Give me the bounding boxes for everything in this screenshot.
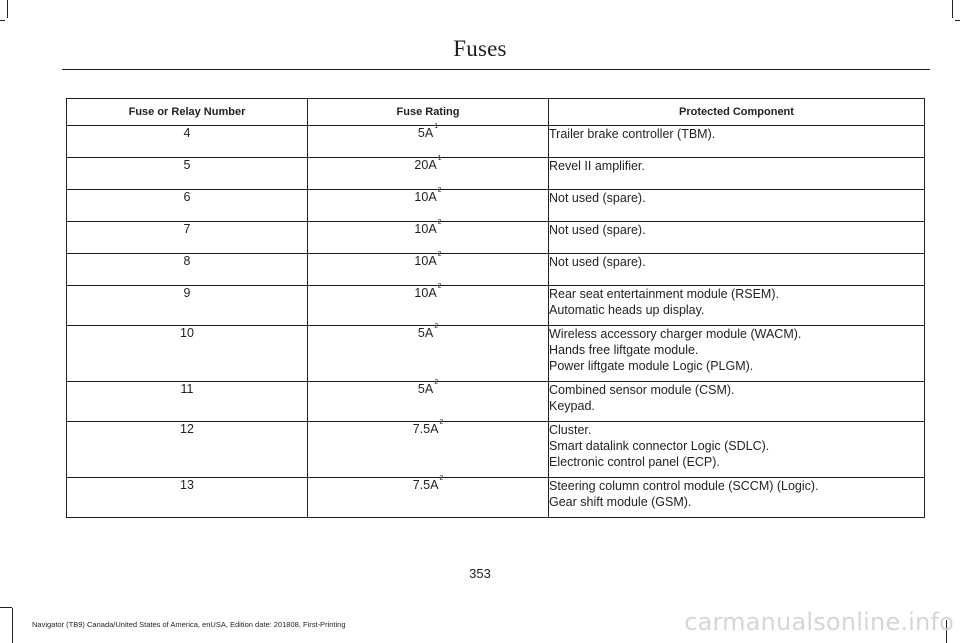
- watermark: carmanualsonline.info: [684, 608, 954, 636]
- fuse-rating-cell: [308, 323, 549, 382]
- edition-footer: Navigator (TB9) Canada/United States of America, enUSA, Edition date: 201808, First-Printing: [32, 620, 346, 629]
- crop-mark-bottom-left: [12, 608, 13, 643]
- column-header-fuse-rating: Fuse Rating: [308, 99, 549, 126]
- crop-mark-top-right-h: [955, 20, 960, 21]
- fuse-number-cell: 12: [67, 422, 308, 478]
- table-row: [67, 286, 925, 326]
- protected-component-cell: [549, 382, 925, 422]
- crop-mark-top-left: [7, 0, 8, 18]
- table-header-row: [67, 99, 925, 126]
- crop-mark-top-left-h: [0, 20, 5, 21]
- protected-component-cell: [549, 478, 925, 518]
- table-row: [67, 222, 925, 254]
- fuse-rating-value: 10A: [414, 222, 437, 236]
- protected-component-cell: [549, 422, 925, 478]
- table-row: [67, 478, 925, 518]
- protected-component-line: Not used (spare).: [549, 255, 646, 269]
- fuse-rating-value: 5A: [417, 326, 434, 340]
- protected-component-cell: [549, 158, 925, 190]
- fuse-number-cell: 11: [67, 382, 308, 422]
- protected-component-line: Keypad.: [549, 399, 595, 413]
- protected-component-line: Trailer brake controller (TBM).: [549, 127, 716, 141]
- fuse-rating-cell: [308, 219, 549, 254]
- protected-component-line: Steering column control module (SCCM) (Logic).: [549, 479, 819, 493]
- fuse-rating-cell: [308, 187, 549, 222]
- fuse-rating-value: 7.5A: [412, 478, 439, 492]
- fuse-rating-value: 20A: [414, 158, 437, 172]
- table-row: [67, 326, 925, 382]
- footnote-marker: 2: [439, 475, 444, 482]
- table-row: [67, 126, 925, 158]
- footnote-marker: 2: [439, 419, 444, 426]
- footnote-marker: 2: [434, 379, 439, 386]
- fuse-number-cell: 9: [67, 286, 308, 326]
- footnote-marker: 2: [437, 187, 442, 194]
- fuse-table: [66, 98, 925, 518]
- table-row: [67, 254, 925, 286]
- fuse-number-cell: 4: [67, 126, 308, 158]
- protected-component-line: Hands free liftgate module.: [549, 343, 699, 357]
- protected-component-line: Combined sensor module (CSM).: [549, 383, 735, 397]
- fuse-rating-value: 10A: [414, 190, 437, 204]
- protected-component-line: Cluster.: [549, 423, 592, 437]
- protected-component-line: Not used (spare).: [549, 191, 646, 205]
- protected-component-cell: [549, 190, 925, 222]
- fuse-number-cell: 13: [67, 478, 308, 518]
- fuse-number-cell: 7: [67, 222, 308, 254]
- protected-component-cell: [549, 126, 925, 158]
- protected-component-line: Revel II amplifier.: [549, 159, 645, 173]
- fuse-rating-cell: [308, 251, 549, 286]
- protected-component-line: Gear shift module (GSM).: [549, 495, 692, 509]
- protected-component-cell: [549, 286, 925, 326]
- fuse-rating-value: 5A: [417, 126, 434, 140]
- table-row: [67, 190, 925, 222]
- fuse-rating-cell: [308, 123, 549, 158]
- page-number: 353: [469, 566, 491, 581]
- fuse-table-body: [67, 123, 925, 518]
- fuse-rating-cell: [308, 419, 549, 478]
- page-title: Fuses: [453, 36, 507, 61]
- fuse-rating-cell: [308, 283, 549, 326]
- protected-component-line: Electronic control panel (ECP).: [549, 455, 720, 469]
- protected-component-line: Not used (spare).: [549, 223, 646, 237]
- protected-component-line: Automatic heads up display.: [549, 303, 705, 317]
- footnote-marker: 2: [437, 283, 442, 290]
- fuse-rating-value: 5A: [417, 382, 434, 396]
- table-row: [67, 422, 925, 478]
- footnote-marker: 2: [437, 251, 442, 258]
- footnote-marker: 1: [434, 123, 439, 130]
- protected-component-cell: [549, 254, 925, 286]
- protected-component-cell: [549, 326, 925, 382]
- fuse-number-cell: 6: [67, 190, 308, 222]
- fuse-number-cell: 5: [67, 158, 308, 190]
- crop-mark-bottom-left-h: [0, 607, 12, 608]
- footnote-marker: 2: [437, 219, 442, 226]
- protected-component-line: Power liftgate module Logic (PLGM).: [549, 359, 754, 373]
- fuse-rating-value: 7.5A: [412, 422, 439, 436]
- fuse-rating-cell: [308, 379, 549, 422]
- table-row: [67, 382, 925, 422]
- protected-component-line: Rear seat entertainment module (RSEM).: [549, 287, 779, 301]
- fuse-number-cell: 8: [67, 254, 308, 286]
- table-row: [67, 158, 925, 190]
- fuse-number-cell: 10: [67, 326, 308, 382]
- column-header-fuse-number: Fuse or Relay Number: [67, 99, 308, 126]
- protected-component-line: Smart datalink connector Logic (SDLC).: [549, 439, 770, 453]
- title-divider: [62, 69, 930, 70]
- fuse-rating-cell: [308, 475, 549, 518]
- fuse-rating-cell: [308, 155, 549, 190]
- footnote-marker: 1: [437, 155, 442, 162]
- protected-component-cell: [549, 222, 925, 254]
- column-header-protected-component: Protected Component: [549, 99, 925, 126]
- fuse-rating-value: 10A: [414, 286, 437, 300]
- crop-mark-top-right: [952, 0, 953, 18]
- protected-component-line: Wireless accessory charger module (WACM).: [549, 327, 802, 341]
- footnote-marker: 2: [434, 323, 439, 330]
- fuse-rating-value: 10A: [414, 254, 437, 268]
